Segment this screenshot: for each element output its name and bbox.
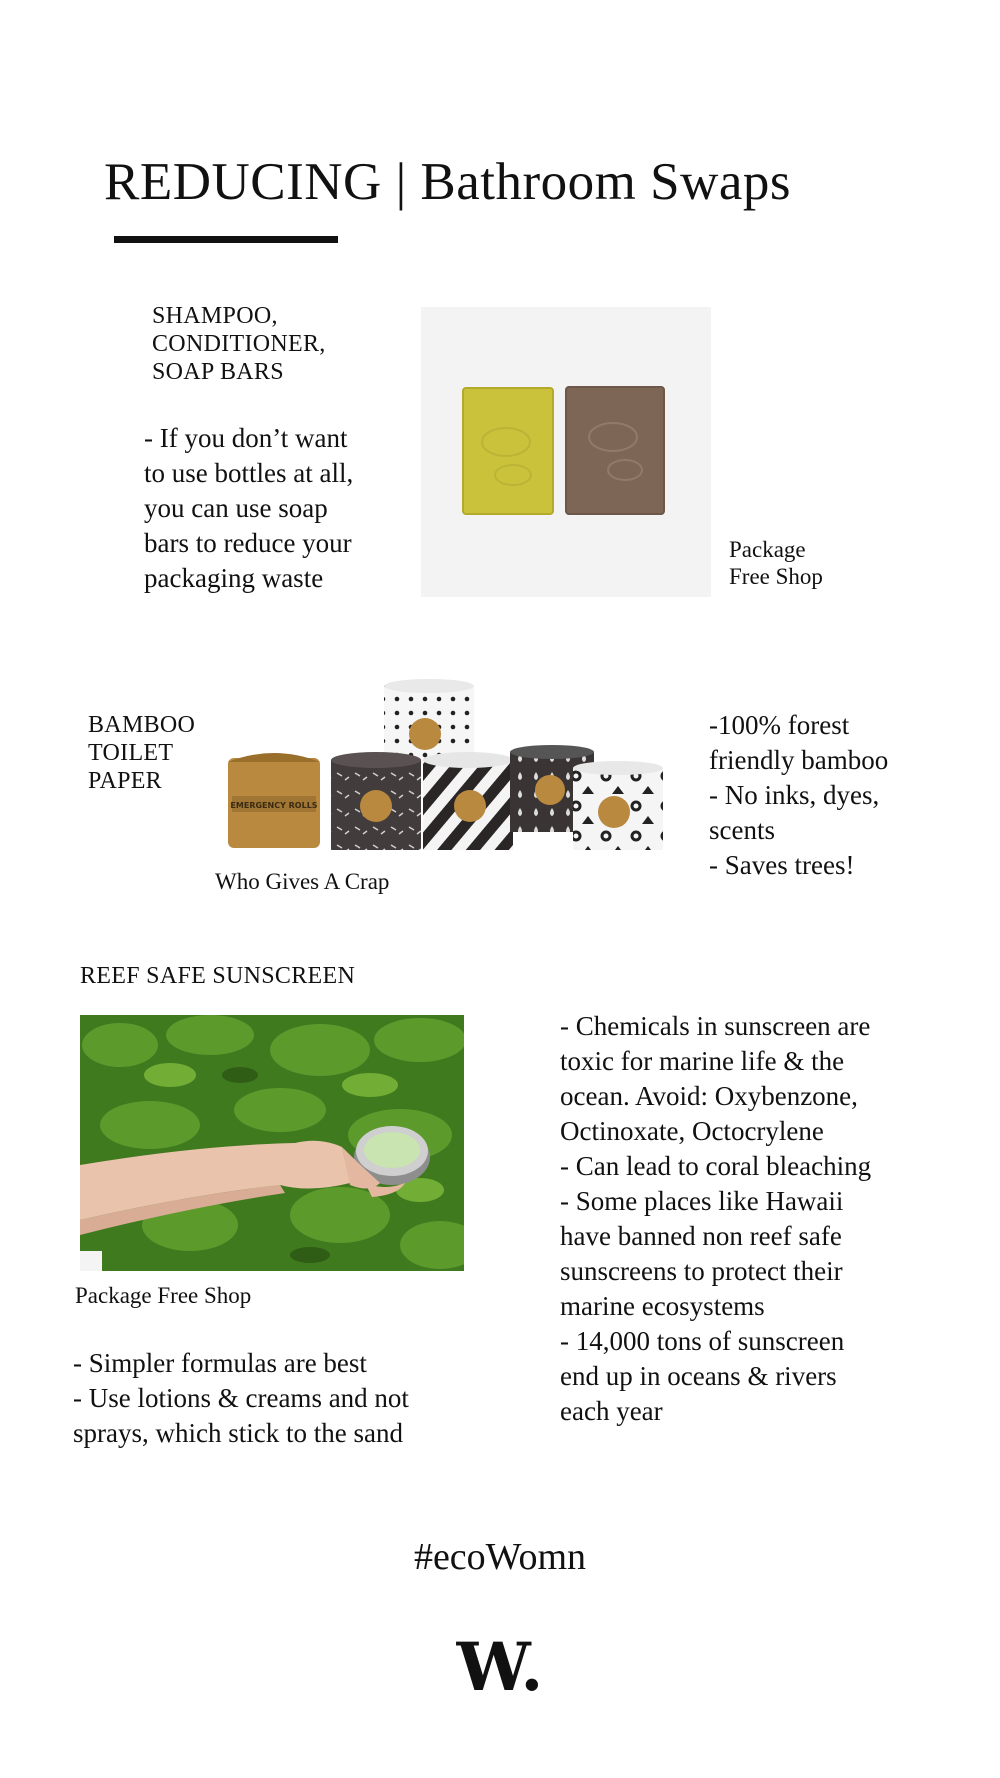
sunscreen-fact-line: ocean. Avoid: Oxybenzone, <box>560 1081 858 1111</box>
page-title: REDUCING | Bathroom Swaps <box>104 153 792 211</box>
toilet-label-line: PAPER <box>88 768 162 794</box>
toilet-text-line: -100% forest <box>709 710 850 740</box>
soap-caption-line: Free Shop <box>729 564 823 589</box>
toilet-paper-source-caption: Who Gives A Crap <box>215 869 390 894</box>
soap-label-line: CONDITIONER, <box>152 331 326 357</box>
toilet-text-line: scents <box>709 815 775 845</box>
toilet-label-line: TOILET <box>88 740 174 766</box>
roll-label-text: EMERGENCY ROLLS <box>230 801 318 810</box>
soap-source-caption <box>729 536 823 590</box>
sunscreen-tip-line: - Use lotions & creams and not <box>73 1383 409 1413</box>
toilet-paper-rolls-photo <box>208 678 668 853</box>
sunscreen-fact-line: toxic for marine life & the <box>560 1046 845 1076</box>
soap-section-label <box>152 302 326 386</box>
sunscreen-fact-line: each year <box>560 1396 663 1426</box>
sunscreen-fact-line: - 14,000 tons of sunscreen <box>560 1326 845 1356</box>
soap-bars-photo <box>421 307 711 597</box>
sunscreen-tip-line: sprays, which stick to the sand <box>73 1418 403 1448</box>
sunscreen-fact-line: - Chemicals in sunscreen are <box>560 1011 871 1041</box>
soap-label-line: SHAMPOO, <box>152 303 278 329</box>
toilet-label-line: BAMBOO <box>88 712 196 738</box>
toilet-text-line: friendly bamboo <box>709 745 889 775</box>
toilet-text-line: - No inks, dyes, <box>709 780 880 810</box>
soap-label-line: SOAP BARS <box>152 359 284 385</box>
sunscreen-tip-line: - Simpler formulas are best <box>73 1348 367 1378</box>
toilet-paper-section-label <box>88 711 195 795</box>
soap-section-text <box>144 421 353 596</box>
soap-caption-line: Package <box>729 537 806 562</box>
sunscreen-section-label: REEF SAFE SUNSCREEN <box>80 963 356 989</box>
soap-text-line: - If you don’t want <box>144 423 348 453</box>
sunscreen-fact-line: have banned non reef safe <box>560 1221 842 1251</box>
soap-text-line: packaging waste <box>144 563 324 593</box>
sunscreen-fact-line: Octinoxate, Octocrylene <box>560 1116 824 1146</box>
toilet-paper-section-text <box>709 708 888 883</box>
sunscreen-fact-line: end up in oceans & rivers <box>560 1361 837 1391</box>
sunscreen-tin-photo <box>80 1015 464 1271</box>
sunscreen-source-caption: Package Free Shop <box>75 1283 252 1308</box>
toilet-text-line: - Saves trees! <box>709 850 855 880</box>
sunscreen-fact-line: marine ecosystems <box>560 1291 765 1321</box>
hashtag: #ecoWomn <box>413 1536 587 1578</box>
sunscreen-facts-text <box>560 1009 871 1429</box>
sunscreen-fact-line: sunscreens to protect their <box>560 1256 843 1286</box>
soap-text-line: bars to reduce your <box>144 528 352 558</box>
soap-text-line: to use bottles at all, <box>144 458 354 488</box>
brand-logo: W. <box>456 1628 544 1706</box>
sunscreen-tips-text <box>73 1346 409 1451</box>
soap-text-line: you can use soap <box>144 493 328 523</box>
sunscreen-fact-line: - Some places like Hawaii <box>560 1186 844 1216</box>
title-underline <box>114 236 338 243</box>
sunscreen-fact-line: - Can lead to coral bleaching <box>560 1151 872 1181</box>
